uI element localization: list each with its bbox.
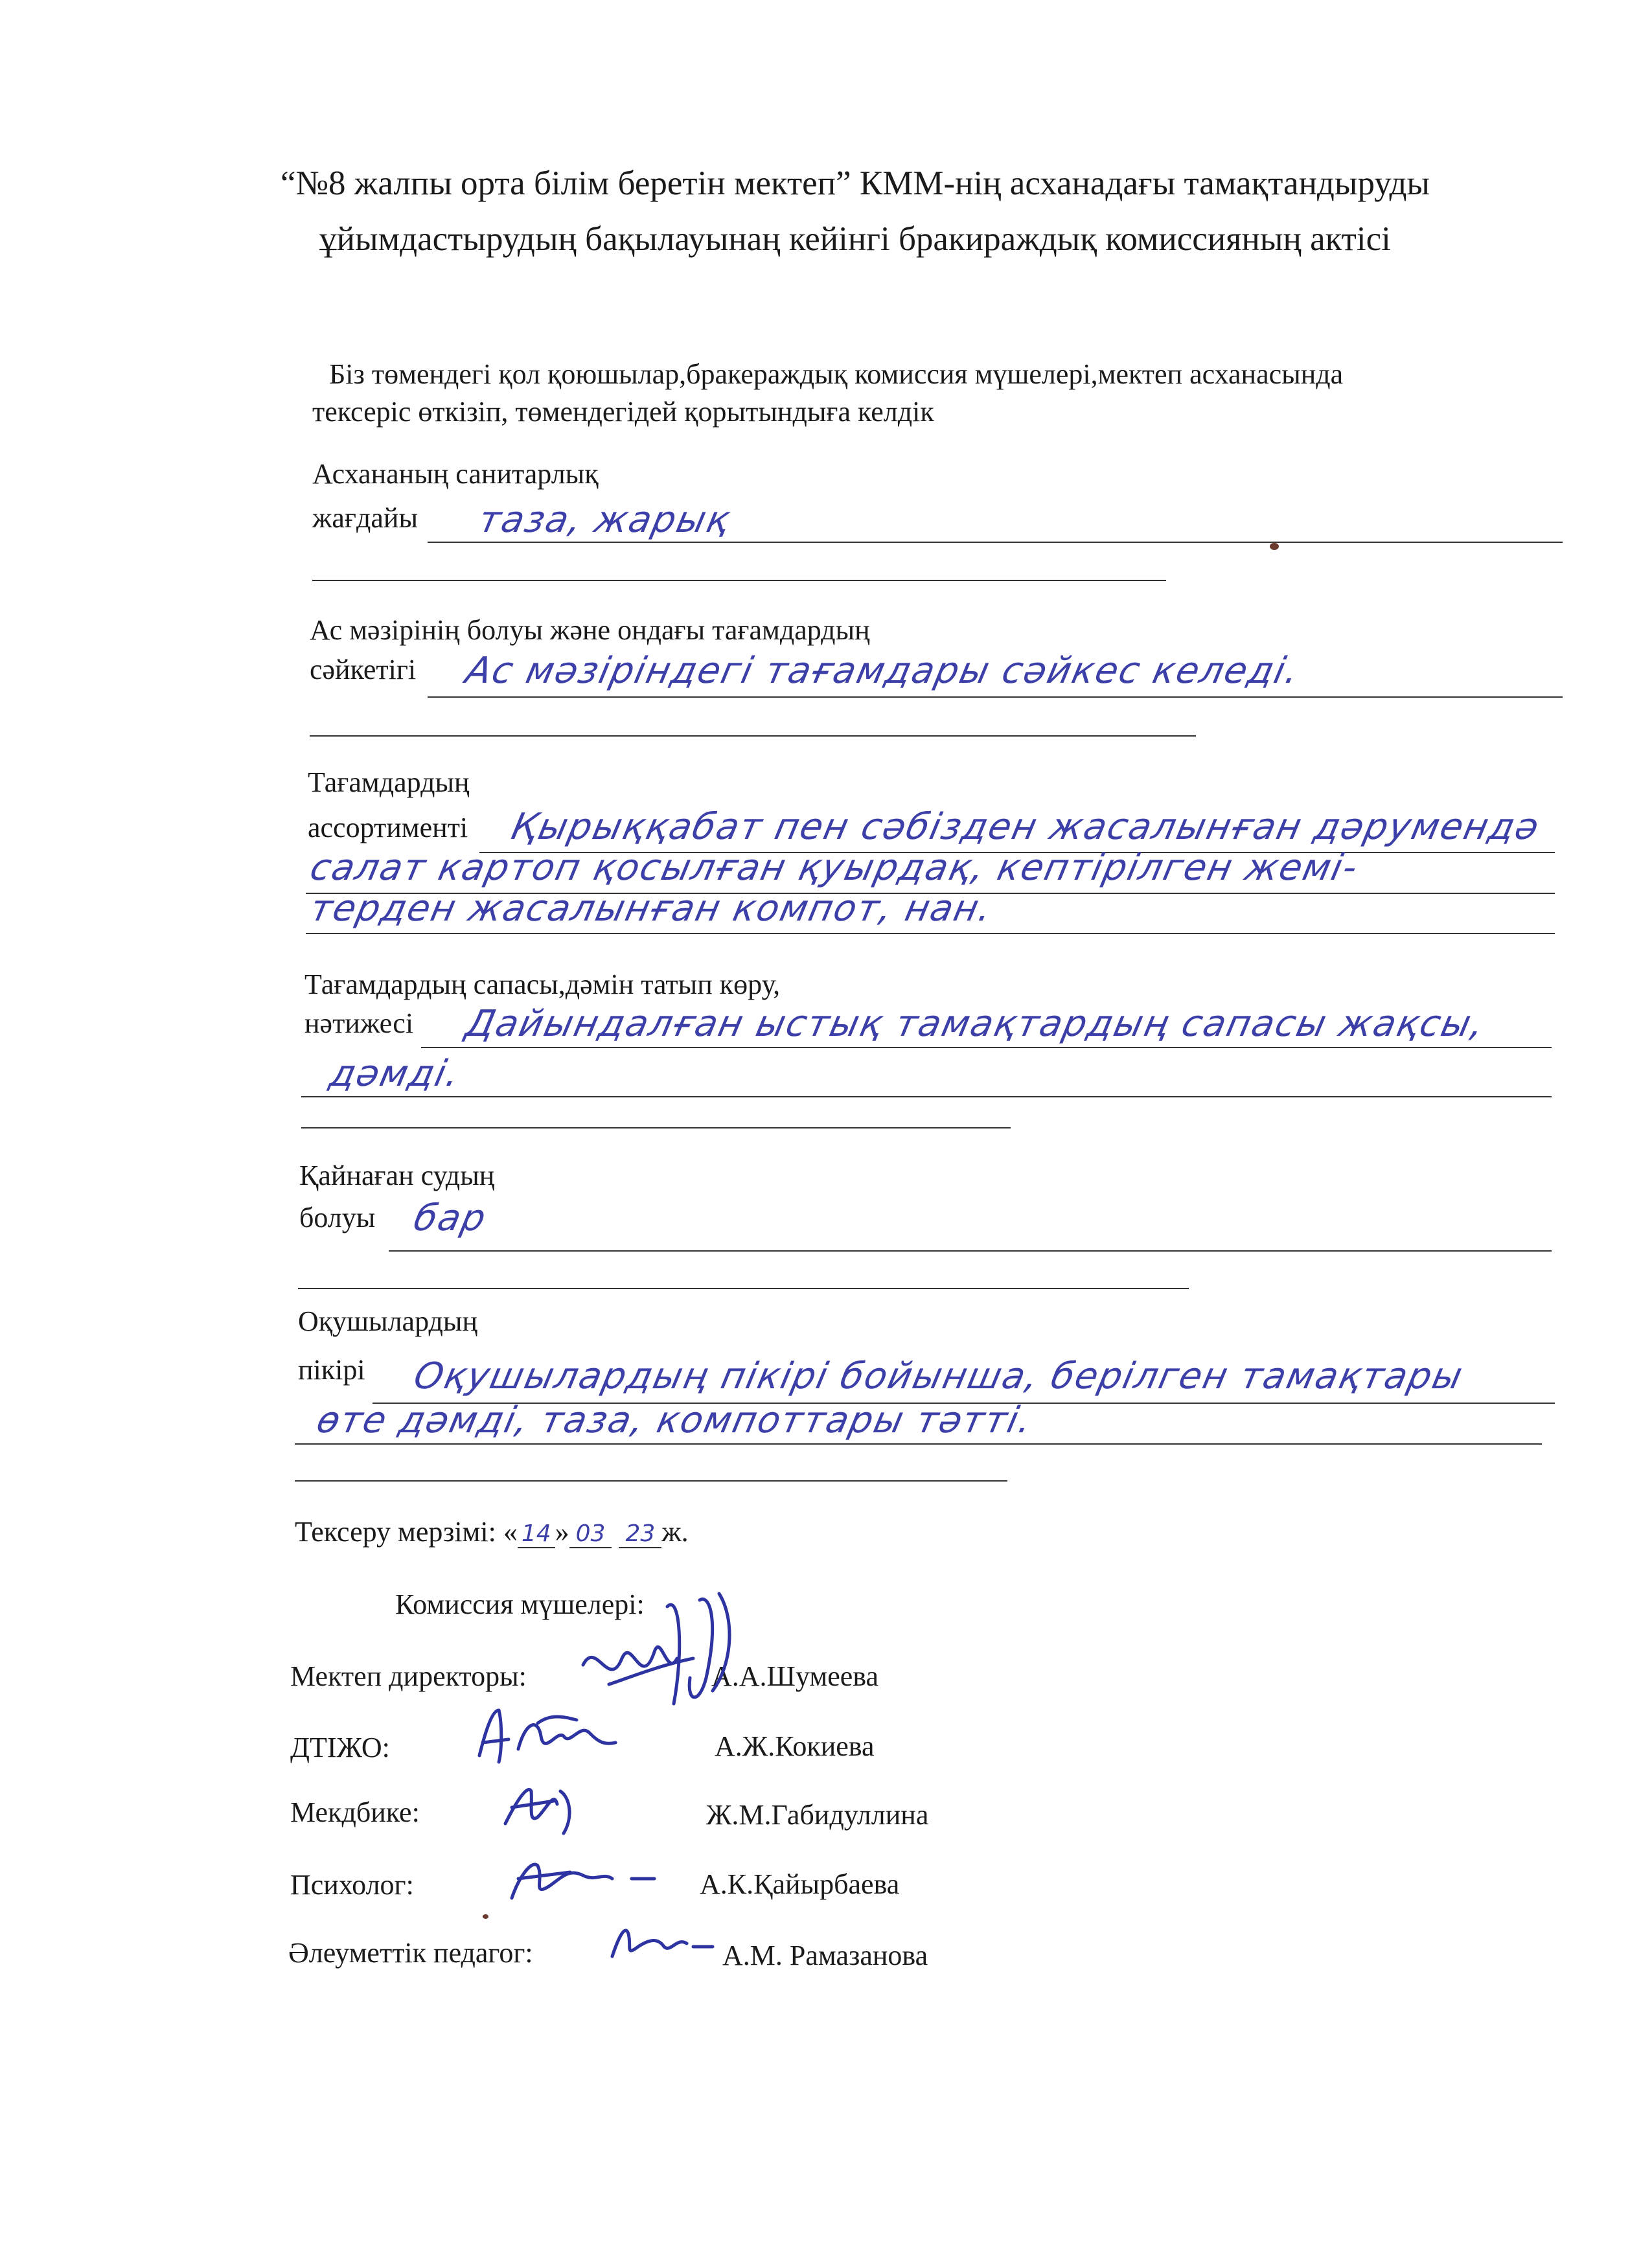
member-name-psychologist: А.К.Қайырбаева [700,1868,900,1900]
field-sanitary-line-2 [312,580,1166,581]
document-title: “№8 жалпы орта білім беретін мектеп” КММ-нің асханадағы тамақтандыруды ұйымдастырудың бақылауынаң кейінгі бракираждық комиссияның актісі [280,165,1430,258]
field-assortment-handwriting-3: терден жасалынған компот, нан. [306,888,997,930]
member-name-deputy: А.Ж.Кокиева [715,1730,875,1762]
scan-speck [483,1914,488,1919]
field-sanitary-line-1 [428,542,1563,543]
field-water-label-top: Қайнаған судың [299,1160,495,1191]
inspection-date [295,1513,689,1553]
signature-social-pedagogue [602,1911,719,1969]
signature-nurse [492,1772,596,1843]
field-opinion-line-2 [295,1443,1542,1445]
member-name-director: А.А.Шумеева [711,1660,878,1692]
field-quality-handwriting-2: дәмді. [326,1053,465,1095]
inspection-date-month: 03 [569,1520,612,1548]
field-assortment-label: ассортименті [308,812,468,843]
field-opinion-handwriting-2: өте дәмді, таза, компоттары тәтті. [313,1399,1037,1441]
field-assortment-handwriting-2: салат картоп қосылған қуырдақ, кептірілген жемі- [306,847,1362,889]
field-menu-label: сәйкетігі [310,654,417,685]
inspection-date-day: 14 [518,1520,555,1548]
commission-heading: Комиссия мүшелері: [395,1588,645,1620]
field-assortment-label-top: Тағамдардың [308,766,470,798]
field-quality-line-1 [421,1047,1552,1048]
field-quality-handwriting-1: Дайындалған ыстық тамақтардың сапасы жақсы, [462,1003,1489,1045]
field-menu-line-1 [428,696,1563,698]
member-name-nurse: Ж.М.Габидуллина [706,1799,929,1831]
field-opinion-handwriting-1: Оқушылардың пікірі бойынша, берілген тамақтары [410,1355,1467,1397]
member-role-social-pedagogue: Әлеуметтік педагог: [288,1937,533,1969]
member-name-social-pedagogue: А.М. Рамазанова [722,1940,928,1971]
field-assortment-line-3 [306,933,1555,934]
inspection-date-prefix: Тексеру мерзімі: « [295,1516,518,1548]
intro-line-1: Біз төмендегі қол қоюшылар,бракераждық комиссия мүшелері,мектеп асханасында [329,358,1344,390]
field-menu-line-2 [310,735,1196,737]
member-role-nurse: Мекдбике: [290,1796,420,1828]
member-role-director: Мектеп директоры: [290,1660,527,1692]
field-water-line-1 [389,1250,1552,1252]
signature-psychologist [492,1840,661,1911]
inspection-date-quote: » [555,1516,569,1548]
field-quality-label-top: Тағамдардың сапасы,дәмін татып көру, [304,968,781,1000]
field-menu-label-top: Ас мәзірінің болуы және ондағы тағамдардың [310,614,870,646]
scan-speck [1270,543,1279,550]
inspection-date-suffix: ж. [661,1516,689,1548]
field-water-handwriting: бар [410,1197,491,1239]
field-sanitary-label: жағдайы [312,502,419,534]
field-opinion-label: пікірі [298,1354,365,1386]
field-assortment-handwriting-1: Қырыққабат пен сәбізден жасалынған дәрумендә [507,806,1544,848]
field-sanitary-handwriting: таза, жарық [475,499,735,541]
field-water-label: болуы [299,1202,376,1233]
field-quality-label: нәтижесі [304,1007,414,1039]
member-role-psychologist: Психолог: [290,1869,414,1901]
field-sanitary-label-top: Асхананың санитарлық [312,458,599,490]
member-role-deputy: ДТІЖО: [290,1732,390,1763]
signature-deputy [466,1697,635,1775]
inspection-date-year: 23 [619,1520,661,1548]
field-opinion-label-top: Оқушылардың [298,1305,477,1337]
field-water-line-2 [298,1288,1189,1289]
field-quality-line-2 [301,1096,1552,1097]
field-quality-line-3 [301,1127,1011,1128]
field-menu-handwriting: Ас мәзіріндегі тағамдары сәйкес келеді. [462,650,1303,692]
intro-line-2: тексеріс өткізіп, төмендегідей қорытындыға келдік [312,396,934,428]
field-opinion-line-3 [295,1480,1007,1482]
